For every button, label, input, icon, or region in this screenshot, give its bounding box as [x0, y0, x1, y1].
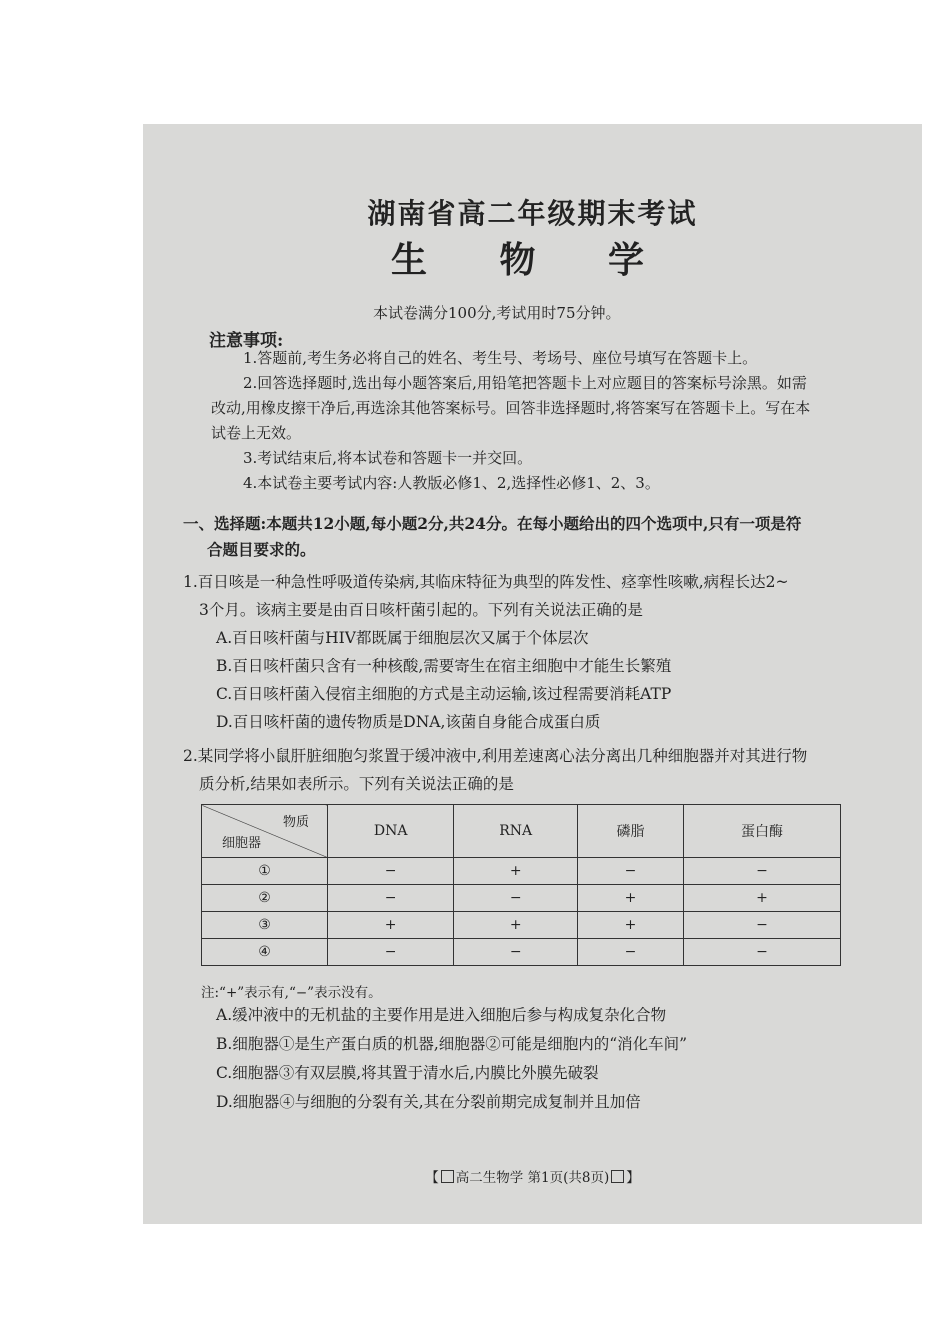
- table-cell: +: [328, 912, 454, 939]
- table-cell: −: [683, 912, 840, 939]
- section-line: 合题目要求的。: [207, 540, 316, 559]
- footer-bracket-close: 】: [626, 1170, 640, 1186]
- page-footer: [143, 1166, 922, 1186]
- row-label: ④: [202, 939, 328, 966]
- table-cell: −: [454, 885, 578, 912]
- question-stem: 质分析,结果如表所示。下列有关说法正确的是: [199, 775, 514, 793]
- table-cell: −: [328, 885, 454, 912]
- footer-text: 高二生物学 第1页(共8页): [455, 1170, 610, 1186]
- notes-list: [211, 346, 811, 496]
- option-a: A.百日咳杆菌与HIV都既属于细胞层次又属于个体层次: [216, 629, 589, 647]
- question-1: [183, 568, 883, 736]
- notes-heading: 注意事项:: [209, 331, 284, 351]
- question-2-options: [183, 1001, 883, 1117]
- table-cell: −: [578, 858, 684, 885]
- table-cell: +: [683, 885, 840, 912]
- table-cell: +: [578, 912, 684, 939]
- column-header: 蛋白酶: [683, 805, 840, 858]
- table-cell: −: [328, 939, 454, 966]
- column-header: RNA: [454, 805, 578, 858]
- table-corner: [202, 805, 328, 858]
- option-d: D.细胞器④与细胞的分裂有关,其在分裂前期完成复制并且加倍: [216, 1093, 641, 1111]
- logo-mark-icon: [441, 1170, 454, 1183]
- note-item: 2.回答选择题时,选出每小题答案后,用铅笔把答题卡上对应题目的答案标号涂黑。如需改动,用橡皮擦干净后,再选涂其他答案标号。回答非选择题时,将答案写在答题卡上。写在本试卷上无效。: [211, 374, 811, 442]
- row-label: ②: [202, 885, 328, 912]
- option-c: C.百日咳杆菌入侵宿主细胞的方式是主动运输,该过程需要消耗ATP: [216, 685, 672, 703]
- section-line: 一、选择题:本题共12小题,每小题2分,共24分。在每小题给出的四个选项中,只有一项是符: [183, 514, 802, 533]
- corner-bottom-label: 细胞器: [222, 836, 262, 851]
- option-a: A.缓冲液中的无机盐的主要作用是进入细胞后参与构成复杂化合物: [216, 1006, 667, 1024]
- question-2: [183, 742, 883, 798]
- table-cell: −: [683, 858, 840, 885]
- organelle-table: [201, 804, 841, 966]
- note-item: 3.考试结束后,将本试卷和答题卡一并交回。: [243, 449, 533, 467]
- option-b: B.百日咳杆菌只含有一种核酸,需要寄生在宿主细胞中才能生长繁殖: [216, 657, 672, 675]
- option-b: B.细胞器①是生产蛋白质的机器,细胞器②可能是细胞内的“消化车间”: [216, 1035, 688, 1053]
- table-cell: +: [578, 885, 684, 912]
- table-cell: +: [454, 912, 578, 939]
- footer-bracket-open: 【: [425, 1170, 439, 1186]
- column-header: 磷脂: [578, 805, 684, 858]
- note-item: 1.答题前,考生务必将自己的姓名、考生号、考场号、座位号填写在答题卡上。: [243, 349, 758, 367]
- exam-info: 本试卷满分100分,考试用时75分钟。: [373, 304, 621, 322]
- table-row: [202, 912, 841, 939]
- question-stem: 3个月。该病主要是由百日咳杆菌引起的。下列有关说法正确的是: [199, 601, 643, 619]
- exam-paper: [143, 124, 922, 1224]
- question-stem: 2.某同学将小鼠肝脏细胞匀浆置于缓冲液中,利用差速离心法分离出几种细胞器并对其进行物: [183, 747, 808, 765]
- corner-top-label: 物质: [282, 815, 309, 830]
- logo-mark-icon: [611, 1170, 624, 1183]
- exam-title: 湖南省高二年级期末考试: [367, 197, 698, 230]
- table-row: [202, 939, 841, 966]
- row-label: ③: [202, 912, 328, 939]
- question-stem: 1.百日咳是一种急性呼吸道传染病,其临床特征为典型的阵发性、痉挛性咳嗽,病程长达2~: [183, 573, 789, 591]
- table-cell: −: [683, 939, 840, 966]
- row-label: ①: [202, 858, 328, 885]
- table-note: 注:“+”表示有,“−”表示没有。: [201, 985, 382, 1001]
- section-heading: [183, 511, 883, 563]
- table-cell: −: [328, 858, 454, 885]
- table-row: [202, 885, 841, 912]
- option-c: C.细胞器③有双层膜,将其置于清水后,内膜比外膜先破裂: [216, 1064, 599, 1082]
- table-row: [202, 858, 841, 885]
- option-d: D.百日咳杆菌的遗传物质是DNA,该菌自身能合成蛋白质: [216, 713, 601, 731]
- table-cell: +: [454, 858, 578, 885]
- table-cell: −: [454, 939, 578, 966]
- subject-title: 生 物 学: [390, 239, 675, 281]
- column-header: DNA: [328, 805, 454, 858]
- table-cell: −: [578, 939, 684, 966]
- note-item: 4.本试卷主要考试内容:人教版必修1、2,选择性必修1、2、3。: [243, 474, 660, 492]
